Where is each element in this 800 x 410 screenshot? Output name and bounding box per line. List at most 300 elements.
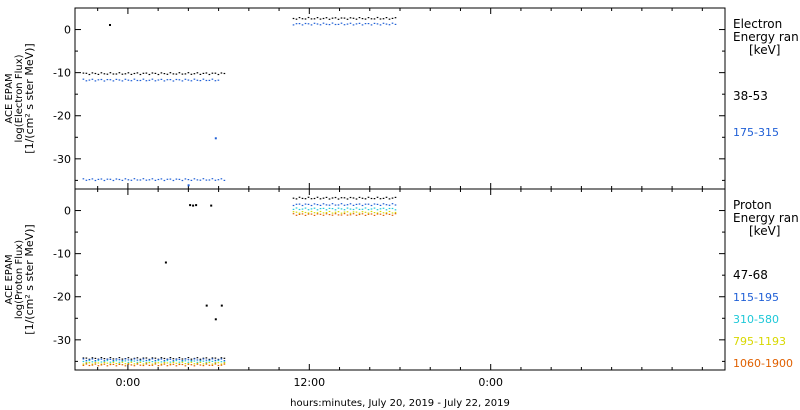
data-point (149, 80, 151, 81)
data-point (317, 204, 319, 205)
data-point (359, 209, 361, 210)
y-tick-label: -30 (53, 152, 71, 166)
data-point (389, 214, 391, 215)
outlier-point (109, 24, 111, 26)
data-point (296, 215, 298, 216)
data-point (350, 213, 352, 214)
data-point (137, 80, 139, 81)
y-axis-label-line: ACE EPAM (4, 73, 15, 124)
data-point (182, 74, 184, 75)
data-point (377, 23, 379, 24)
data-point (110, 179, 112, 180)
data-point (311, 214, 313, 215)
data-point (380, 214, 382, 215)
data-point (359, 203, 361, 204)
outlier-point (189, 204, 191, 206)
data-point (308, 204, 310, 205)
series-175-315 (83, 23, 397, 187)
data-point (128, 80, 130, 81)
data-point (140, 74, 142, 75)
data-point (104, 362, 106, 363)
data-point (173, 364, 175, 365)
data-point (143, 73, 145, 74)
data-point (161, 364, 163, 365)
data-point (359, 213, 361, 214)
data-point (200, 362, 202, 363)
legend-entry-795-1193: 795-1193 (733, 335, 786, 348)
data-point (209, 362, 211, 363)
data-point (200, 80, 202, 81)
data-point (356, 198, 358, 199)
data-point (371, 18, 373, 19)
data-point (221, 72, 223, 73)
data-point (161, 79, 163, 80)
outlier-point (221, 305, 223, 307)
data-point (167, 360, 169, 361)
data-point (350, 23, 352, 24)
data-point (368, 214, 370, 215)
data-point (119, 359, 121, 360)
data-point (332, 208, 334, 209)
data-point (140, 365, 142, 366)
data-point (293, 209, 295, 210)
data-point (299, 23, 301, 24)
data-point (116, 178, 118, 179)
data-point (344, 213, 346, 214)
data-point (179, 79, 181, 80)
data-point (395, 209, 397, 210)
data-point (314, 18, 316, 19)
data-point (347, 204, 349, 205)
data-point (122, 359, 124, 360)
data-point (176, 79, 178, 80)
data-point (386, 204, 388, 205)
data-point (395, 17, 397, 18)
data-point (185, 360, 187, 361)
data-point (320, 198, 322, 199)
electron-y-axis-label (4, 43, 36, 153)
data-point (224, 73, 226, 74)
data-point (209, 74, 211, 75)
data-point (176, 359, 178, 360)
data-point (122, 74, 124, 75)
data-point (329, 205, 331, 206)
data-point (98, 74, 100, 75)
data-point (143, 365, 145, 366)
data-point (311, 24, 313, 25)
legend-entry-175-315: 175-315 (733, 126, 779, 139)
data-point (344, 205, 346, 206)
data-point (332, 203, 334, 204)
data-point (200, 360, 202, 361)
data-point (86, 363, 88, 364)
data-point (353, 211, 355, 212)
data-point (380, 211, 382, 212)
data-point (317, 197, 319, 198)
data-point (179, 364, 181, 365)
data-point (137, 364, 139, 365)
data-point (173, 80, 175, 81)
data-point (128, 72, 130, 73)
y-tick-label: -10 (53, 247, 71, 261)
data-point (305, 212, 307, 213)
data-point (170, 357, 172, 358)
data-point (395, 204, 397, 205)
data-point (146, 180, 148, 181)
data-point (212, 361, 214, 362)
data-point (215, 80, 217, 81)
data-point (311, 211, 313, 212)
data-point (149, 360, 151, 361)
data-point (356, 215, 358, 216)
data-point (392, 198, 394, 199)
data-point (320, 208, 322, 209)
data-point (167, 359, 169, 360)
data-point (164, 358, 166, 359)
data-point (89, 360, 91, 361)
data-point (212, 73, 214, 74)
data-point (116, 73, 118, 74)
data-point (89, 365, 91, 366)
data-point (161, 178, 163, 179)
data-point (368, 17, 370, 18)
x-tick-label: 12:00 (293, 376, 326, 389)
data-point (221, 361, 223, 362)
data-point (170, 362, 172, 363)
data-point (335, 209, 337, 210)
data-point (311, 18, 313, 19)
data-point (113, 73, 115, 74)
data-point (383, 212, 385, 213)
data-point (326, 24, 328, 25)
data-point (167, 74, 169, 75)
data-point (161, 72, 163, 73)
data-point (86, 180, 88, 181)
data-point (134, 178, 136, 179)
data-point (191, 74, 193, 75)
data-point (392, 215, 394, 216)
series-1060-1900 (83, 213, 397, 366)
data-point (299, 213, 301, 214)
data-point (113, 362, 115, 363)
data-point (341, 17, 343, 18)
data-point (107, 360, 109, 361)
data-point (122, 364, 124, 365)
data-point (149, 179, 151, 180)
data-point (215, 363, 217, 364)
data-point (350, 197, 352, 198)
data-point (170, 179, 172, 180)
data-point (206, 72, 208, 73)
data-point (308, 23, 310, 24)
data-point (92, 357, 94, 358)
data-point (149, 74, 151, 75)
data-point (347, 19, 349, 20)
y-tick-label: -20 (53, 109, 71, 123)
data-point (293, 213, 295, 214)
data-point (191, 80, 193, 81)
legend-title-line: Electron (733, 17, 783, 31)
data-point (113, 364, 115, 365)
y-axis-label-line: ACE EPAM (4, 254, 15, 305)
data-point (311, 208, 313, 209)
data-point (383, 198, 385, 199)
data-point (335, 205, 337, 206)
data-point (125, 358, 127, 359)
data-point (326, 204, 328, 205)
data-point (152, 358, 154, 359)
data-point (143, 178, 145, 179)
data-point (101, 72, 103, 73)
data-point (95, 360, 97, 361)
data-point (83, 365, 85, 366)
data-point (296, 19, 298, 20)
data-point (209, 179, 211, 180)
data-point (212, 358, 214, 359)
y-tick-label: -10 (53, 66, 71, 80)
data-point (371, 198, 373, 199)
data-point (386, 24, 388, 25)
data-point (122, 180, 124, 181)
data-point (221, 358, 223, 359)
data-point (215, 180, 217, 181)
x-tick-label: 0:00 (115, 376, 141, 389)
data-point (326, 212, 328, 213)
data-point (140, 362, 142, 363)
data-point (341, 23, 343, 24)
data-point (191, 180, 193, 181)
data-point (83, 79, 85, 80)
data-point (293, 24, 295, 25)
data-point (155, 80, 157, 81)
data-point (299, 197, 301, 198)
data-point (107, 363, 109, 364)
data-point (374, 203, 376, 204)
data-point (365, 23, 367, 24)
data-point (203, 361, 205, 362)
outlier-point (215, 318, 217, 320)
data-point (185, 73, 187, 74)
data-point (107, 74, 109, 75)
data-point (386, 209, 388, 210)
data-point (104, 80, 106, 81)
data-point (146, 363, 148, 364)
data-point (134, 365, 136, 366)
data-point (143, 358, 145, 359)
data-point (191, 362, 193, 363)
data-point (128, 364, 130, 365)
data-point (305, 198, 307, 199)
data-point (188, 364, 190, 365)
data-point (95, 180, 97, 181)
data-point (293, 198, 295, 199)
data-point (131, 360, 133, 361)
data-point (374, 212, 376, 213)
legend-title-line: Proton (733, 198, 772, 212)
data-point (152, 361, 154, 362)
data-point (380, 24, 382, 25)
data-point (224, 364, 226, 365)
data-point (341, 208, 343, 209)
data-point (299, 204, 301, 205)
legend-title-line: Energy ran (733, 211, 799, 225)
data-point (131, 74, 133, 75)
data-point (392, 203, 394, 204)
data-point (191, 361, 193, 362)
data-point (311, 198, 313, 199)
data-point (104, 364, 106, 365)
data-point (359, 197, 361, 198)
data-point (347, 24, 349, 25)
y-axis-label-line: [1/(cm² s ster MeV)] (23, 224, 36, 335)
data-point (155, 73, 157, 74)
data-point (350, 203, 352, 204)
data-point (359, 214, 361, 215)
data-point (314, 23, 316, 24)
data-point (131, 180, 133, 181)
data-point (332, 215, 334, 216)
outlier-point (188, 184, 190, 186)
data-point (116, 79, 118, 80)
data-point (368, 197, 370, 198)
data-point (212, 365, 214, 366)
data-point (335, 213, 337, 214)
series-38-53 (83, 17, 397, 75)
data-point (311, 205, 313, 206)
data-point (167, 365, 169, 366)
data-point (353, 18, 355, 19)
data-point (323, 23, 325, 24)
data-point (305, 215, 307, 216)
data-point (110, 362, 112, 363)
data-point (329, 211, 331, 212)
data-point (119, 72, 121, 73)
data-point (356, 207, 358, 208)
data-point (218, 179, 220, 180)
data-point (98, 362, 100, 363)
data-point (365, 215, 367, 216)
data-point (296, 23, 298, 24)
data-point (161, 359, 163, 360)
data-point (128, 362, 130, 363)
data-point (389, 24, 391, 25)
data-point (389, 211, 391, 212)
data-point (299, 17, 301, 18)
data-point (107, 365, 109, 366)
data-point (98, 359, 100, 360)
data-point (164, 360, 166, 361)
data-point (326, 213, 328, 214)
data-point (341, 197, 343, 198)
data-point (173, 73, 175, 74)
data-point (215, 358, 217, 359)
data-point (188, 72, 190, 73)
data-point (92, 178, 94, 179)
data-point (338, 198, 340, 199)
data-point (125, 365, 127, 366)
data-point (188, 362, 190, 363)
data-point (338, 208, 340, 209)
data-point (296, 198, 298, 199)
data-point (152, 364, 154, 365)
data-point (125, 178, 127, 179)
data-point (329, 19, 331, 20)
data-point (389, 208, 391, 209)
data-point (86, 80, 88, 81)
data-point (209, 360, 211, 361)
data-point (377, 213, 379, 214)
legend-title-line: Energy ran (733, 30, 799, 44)
data-point (101, 359, 103, 360)
data-point (143, 361, 145, 362)
data-point (197, 359, 199, 360)
data-point (224, 180, 226, 181)
outlier-point (206, 305, 208, 307)
y-axis-label-line: log(Proton Flux) (14, 239, 25, 320)
data-point (350, 17, 352, 18)
data-point (149, 365, 151, 366)
data-point (341, 214, 343, 215)
data-point (353, 24, 355, 25)
data-point (95, 362, 97, 363)
data-point (317, 209, 319, 210)
data-point (83, 358, 85, 359)
data-point (359, 17, 361, 18)
data-point (347, 215, 349, 216)
data-point (116, 359, 118, 360)
data-point (146, 80, 148, 81)
electron-panel (4, 8, 799, 189)
data-point (125, 73, 127, 74)
data-point (164, 180, 166, 181)
data-point (194, 365, 196, 366)
data-point (383, 18, 385, 19)
y-axis-label-line: log(Electron Flux) (14, 54, 25, 143)
data-point (122, 362, 124, 363)
data-point (305, 204, 307, 205)
data-point (113, 358, 115, 359)
data-point (221, 364, 223, 365)
data-point (146, 357, 148, 358)
data-point (194, 360, 196, 361)
y-tick-label: 0 (64, 23, 71, 37)
data-point (95, 73, 97, 74)
data-point (353, 197, 355, 198)
data-point (152, 72, 154, 73)
data-point (92, 365, 94, 366)
data-point (170, 359, 172, 360)
data-point (362, 209, 364, 210)
data-point (203, 363, 205, 364)
data-point (200, 74, 202, 75)
data-point (224, 358, 226, 359)
data-point (179, 179, 181, 180)
data-point (203, 358, 205, 359)
data-point (335, 197, 337, 198)
data-point (323, 18, 325, 19)
data-point (308, 214, 310, 215)
data-point (119, 364, 121, 365)
data-point (347, 208, 349, 209)
data-point (302, 18, 304, 19)
outlier-point (195, 204, 197, 206)
data-point (335, 24, 337, 25)
data-point (392, 23, 394, 24)
data-point (197, 179, 199, 180)
data-point (113, 80, 115, 81)
data-point (221, 178, 223, 179)
data-point (176, 360, 178, 361)
